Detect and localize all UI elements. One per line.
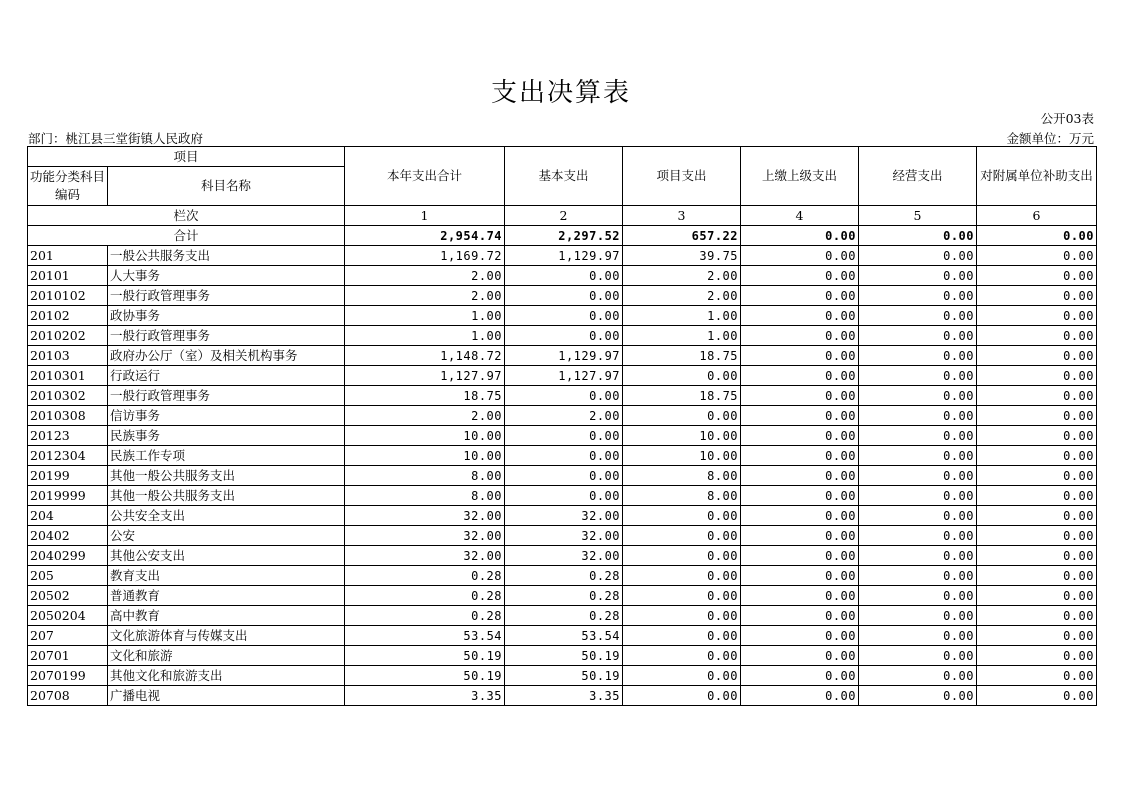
amount-cell: 0.00 xyxy=(859,366,977,386)
function-code-cell: 2012304 xyxy=(28,446,108,466)
column-number: 4 xyxy=(741,206,859,226)
amount-cell: 0.00 xyxy=(977,326,1097,346)
table-row xyxy=(28,466,1097,486)
amount-cell: 39.75 xyxy=(623,246,741,266)
amount-cell: 0.00 xyxy=(859,426,977,446)
amount-cell: 0.00 xyxy=(741,546,859,566)
total-value: 2,954.74 xyxy=(345,226,505,246)
amount-cell: 8.00 xyxy=(345,486,505,506)
amount-cell: 0.00 xyxy=(859,626,977,646)
amount-cell: 0.00 xyxy=(859,266,977,286)
function-code-cell: 2010202 xyxy=(28,326,108,346)
amount-cell: 0.00 xyxy=(859,326,977,346)
amount-cell: 2.00 xyxy=(623,286,741,306)
amount-cell: 50.19 xyxy=(345,666,505,686)
amount-cell: 10.00 xyxy=(345,426,505,446)
subject-name-cell: 民族工作专项 xyxy=(108,446,345,466)
table-row xyxy=(28,566,1097,586)
total-value: 0.00 xyxy=(977,226,1097,246)
amount-cell: 0.00 xyxy=(859,506,977,526)
amount-cell: 0.00 xyxy=(977,306,1097,326)
amount-cell: 2.00 xyxy=(623,266,741,286)
amount-cell: 0.00 xyxy=(977,386,1097,406)
function-code-cell: 20701 xyxy=(28,646,108,666)
amount-cell: 0.00 xyxy=(741,386,859,406)
amount-cell: 0.00 xyxy=(977,406,1097,426)
function-code-cell: 204 xyxy=(28,506,108,526)
amount-cell: 0.00 xyxy=(505,286,623,306)
amount-cell: 0.00 xyxy=(741,686,859,706)
amount-cell: 1,127.97 xyxy=(345,366,505,386)
amount-cell: 53.54 xyxy=(345,626,505,646)
table-row xyxy=(28,526,1097,546)
amount-cell: 0.00 xyxy=(623,686,741,706)
amount-cell: 0.00 xyxy=(741,466,859,486)
subject-name-cell: 一般行政管理事务 xyxy=(108,286,345,306)
function-code-cell: 2010102 xyxy=(28,286,108,306)
subject-name-cell: 信访事务 xyxy=(108,406,345,426)
amount-cell: 0.00 xyxy=(859,586,977,606)
subject-name-cell: 政协事务 xyxy=(108,306,345,326)
header-basic-expenditure: 基本支出 xyxy=(505,147,623,206)
subject-name-cell: 一般公共服务支出 xyxy=(108,246,345,266)
amount-cell: 0.00 xyxy=(977,686,1097,706)
table-row xyxy=(28,646,1097,666)
amount-cell: 0.00 xyxy=(741,486,859,506)
column-number: 1 xyxy=(345,206,505,226)
amount-cell: 0.00 xyxy=(505,486,623,506)
total-value: 0.00 xyxy=(859,226,977,246)
amount-cell: 0.00 xyxy=(741,266,859,286)
amount-cell: 0.00 xyxy=(859,446,977,466)
amount-cell: 0.00 xyxy=(977,626,1097,646)
table-row xyxy=(28,246,1097,266)
subject-name-cell: 普通教育 xyxy=(108,586,345,606)
amount-cell: 0.00 xyxy=(741,326,859,346)
amount-cell: 18.75 xyxy=(623,386,741,406)
amount-cell: 0.28 xyxy=(505,586,623,606)
function-code-cell: 20199 xyxy=(28,466,108,486)
amount-cell: 0.00 xyxy=(741,286,859,306)
amount-cell: 8.00 xyxy=(345,466,505,486)
amount-cell: 53.54 xyxy=(505,626,623,646)
amount-cell: 0.00 xyxy=(505,446,623,466)
subject-name-cell: 其他文化和旅游支出 xyxy=(108,666,345,686)
header-operating-expenditure: 经营支出 xyxy=(859,147,977,206)
amount-cell: 0.00 xyxy=(741,526,859,546)
amount-cell: 0.00 xyxy=(977,346,1097,366)
amount-cell: 18.75 xyxy=(345,386,505,406)
amount-cell: 0.00 xyxy=(859,546,977,566)
subject-name-cell: 政府办公厅（室）及相关机构事务 xyxy=(108,346,345,366)
subject-name-cell: 一般行政管理事务 xyxy=(108,386,345,406)
function-code-cell: 207 xyxy=(28,626,108,646)
total-value: 0.00 xyxy=(741,226,859,246)
function-code-cell: 20103 xyxy=(28,346,108,366)
function-code-cell: 20708 xyxy=(28,686,108,706)
amount-cell: 0.00 xyxy=(859,666,977,686)
amount-cell: 32.00 xyxy=(345,506,505,526)
amount-cell: 0.00 xyxy=(977,466,1097,486)
amount-cell: 10.00 xyxy=(623,426,741,446)
amount-cell: 3.35 xyxy=(505,686,623,706)
amount-cell: 32.00 xyxy=(345,546,505,566)
amount-cell: 0.00 xyxy=(859,526,977,546)
table-row xyxy=(28,546,1097,566)
amount-cell: 0.00 xyxy=(505,306,623,326)
amount-cell: 0.28 xyxy=(345,566,505,586)
amount-cell: 0.00 xyxy=(977,266,1097,286)
table-row xyxy=(28,326,1097,346)
amount-cell: 0.00 xyxy=(741,366,859,386)
amount-cell: 32.00 xyxy=(505,526,623,546)
amount-cell: 2.00 xyxy=(345,266,505,286)
table-row xyxy=(28,346,1097,366)
function-code-cell: 2040299 xyxy=(28,546,108,566)
form-number: 公开03表 xyxy=(1040,111,1094,126)
amount-cell: 2.00 xyxy=(345,286,505,306)
amount-cell: 0.00 xyxy=(505,466,623,486)
subject-name-cell: 公安 xyxy=(108,526,345,546)
function-code-cell: 20123 xyxy=(28,426,108,446)
amount-cell: 0.00 xyxy=(623,506,741,526)
amount-cell: 0.00 xyxy=(977,446,1097,466)
amount-cell: 10.00 xyxy=(345,446,505,466)
amount-cell: 0.00 xyxy=(977,646,1097,666)
amount-cell: 0.00 xyxy=(859,386,977,406)
header-subsidy-to-affiliates: 对附属单位补助支出 xyxy=(977,147,1097,206)
amount-cell: 0.00 xyxy=(977,286,1097,306)
amount-cell: 0.00 xyxy=(741,426,859,446)
department-label: 部门：桃江县三堂街镇人民政府 xyxy=(28,131,204,146)
total-value: 2,297.52 xyxy=(505,226,623,246)
function-code-cell: 2010302 xyxy=(28,386,108,406)
table-row xyxy=(28,606,1097,626)
amount-cell: 0.00 xyxy=(623,546,741,566)
table-row xyxy=(28,386,1097,406)
amount-cell: 0.00 xyxy=(741,666,859,686)
amount-cell: 0.00 xyxy=(977,586,1097,606)
total-value: 657.22 xyxy=(623,226,741,246)
subject-name-cell: 文化旅游体育与传媒支出 xyxy=(108,626,345,646)
amount-cell: 10.00 xyxy=(623,446,741,466)
function-code-cell: 20101 xyxy=(28,266,108,286)
amount-cell: 0.00 xyxy=(859,286,977,306)
amount-cell: 1,129.97 xyxy=(505,246,623,266)
amount-cell: 8.00 xyxy=(623,486,741,506)
table-row xyxy=(28,306,1097,326)
amount-cell: 50.19 xyxy=(505,666,623,686)
function-code-cell: 2070199 xyxy=(28,666,108,686)
function-code-cell: 20102 xyxy=(28,306,108,326)
amount-cell: 0.00 xyxy=(977,506,1097,526)
amount-cell: 3.35 xyxy=(345,686,505,706)
amount-cell: 0.00 xyxy=(623,366,741,386)
amount-cell: 0.00 xyxy=(623,666,741,686)
table-row xyxy=(28,666,1097,686)
amount-cell: 1.00 xyxy=(623,306,741,326)
amount-cell: 0.00 xyxy=(623,406,741,426)
amount-cell: 1.00 xyxy=(345,326,505,346)
amount-cell: 0.00 xyxy=(623,566,741,586)
subject-name-cell: 其他一般公共服务支出 xyxy=(108,466,345,486)
table-row xyxy=(28,286,1097,306)
amount-cell: 32.00 xyxy=(505,506,623,526)
amount-cell: 0.00 xyxy=(859,606,977,626)
amount-cell: 50.19 xyxy=(505,646,623,666)
amount-cell: 0.00 xyxy=(741,606,859,626)
amount-cell: 1,148.72 xyxy=(345,346,505,366)
amount-cell: 0.00 xyxy=(741,306,859,326)
table-row xyxy=(28,426,1097,446)
amount-cell: 0.00 xyxy=(977,566,1097,586)
table-row xyxy=(28,506,1097,526)
table-row xyxy=(28,486,1097,506)
total-label: 合计 xyxy=(28,226,345,246)
amount-cell: 0.00 xyxy=(859,306,977,326)
amount-cell: 32.00 xyxy=(345,526,505,546)
table-row xyxy=(28,586,1097,606)
total-row xyxy=(28,226,1097,246)
function-code-cell: 20402 xyxy=(28,526,108,546)
amount-cell: 50.19 xyxy=(345,646,505,666)
table-row xyxy=(28,446,1097,466)
amount-cell: 0.00 xyxy=(505,386,623,406)
function-code-cell: 2050204 xyxy=(28,606,108,626)
amount-unit-label: 金额单位：万元 xyxy=(1006,131,1094,146)
subject-name-cell: 高中教育 xyxy=(108,606,345,626)
column-number: 3 xyxy=(623,206,741,226)
amount-cell: 0.00 xyxy=(505,266,623,286)
subject-name-cell: 广播电视 xyxy=(108,686,345,706)
subject-name-cell: 公共安全支出 xyxy=(108,506,345,526)
amount-cell: 0.00 xyxy=(859,246,977,266)
amount-cell: 0.00 xyxy=(741,626,859,646)
amount-cell: 0.00 xyxy=(741,406,859,426)
amount-cell: 0.00 xyxy=(741,646,859,666)
amount-cell: 0.00 xyxy=(741,586,859,606)
amount-cell: 0.00 xyxy=(977,486,1097,506)
header-item: 项目 xyxy=(28,147,345,167)
amount-cell: 0.00 xyxy=(859,486,977,506)
amount-cell: 0.00 xyxy=(623,646,741,666)
page-title: 支出决算表 xyxy=(490,78,631,108)
amount-cell: 1.00 xyxy=(623,326,741,346)
header-function-code: 功能分类科目编码 xyxy=(28,167,108,206)
amount-cell: 0.28 xyxy=(505,566,623,586)
amount-cell: 0.00 xyxy=(977,546,1097,566)
column-number: 5 xyxy=(859,206,977,226)
amount-cell: 0.00 xyxy=(977,526,1097,546)
amount-cell: 1.00 xyxy=(345,306,505,326)
amount-cell: 0.00 xyxy=(623,606,741,626)
amount-cell: 0.00 xyxy=(505,326,623,346)
subject-name-cell: 其他公安支出 xyxy=(108,546,345,566)
amount-cell: 0.28 xyxy=(345,606,505,626)
amount-cell: 1,127.97 xyxy=(505,366,623,386)
amount-cell: 18.75 xyxy=(623,346,741,366)
column-number: 6 xyxy=(977,206,1097,226)
amount-cell: 0.00 xyxy=(859,406,977,426)
function-code-cell: 2010308 xyxy=(28,406,108,426)
header-total-expenditure: 本年支出合计 xyxy=(345,147,505,206)
amount-cell: 0.00 xyxy=(977,606,1097,626)
amount-cell: 0.00 xyxy=(623,526,741,546)
header-project-expenditure: 项目支出 xyxy=(623,147,741,206)
function-code-cell: 20502 xyxy=(28,586,108,606)
amount-cell: 0.00 xyxy=(859,646,977,666)
amount-cell: 0.00 xyxy=(623,626,741,646)
subject-name-cell: 民族事务 xyxy=(108,426,345,446)
amount-cell: 0.00 xyxy=(741,446,859,466)
expenditure-table xyxy=(27,146,1097,706)
header-remit-to-superior: 上缴上级支出 xyxy=(741,147,859,206)
amount-cell: 0.00 xyxy=(741,566,859,586)
amount-cell: 0.28 xyxy=(345,586,505,606)
amount-cell: 0.00 xyxy=(623,586,741,606)
function-code-cell: 2010301 xyxy=(28,366,108,386)
amount-cell: 0.00 xyxy=(741,506,859,526)
function-code-cell: 2019999 xyxy=(28,486,108,506)
subject-name-cell: 文化和旅游 xyxy=(108,646,345,666)
subject-name-cell: 一般行政管理事务 xyxy=(108,326,345,346)
amount-cell: 0.00 xyxy=(859,686,977,706)
amount-cell: 0.00 xyxy=(859,466,977,486)
amount-cell: 0.00 xyxy=(977,666,1097,686)
header-column-order: 栏次 xyxy=(28,206,345,226)
amount-cell: 0.00 xyxy=(859,346,977,366)
function-code-cell: 205 xyxy=(28,566,108,586)
table-row xyxy=(28,406,1097,426)
subject-name-cell: 行政运行 xyxy=(108,366,345,386)
amount-cell: 0.00 xyxy=(741,246,859,266)
amount-cell: 0.00 xyxy=(859,566,977,586)
amount-cell: 0.00 xyxy=(977,426,1097,446)
table-row xyxy=(28,366,1097,386)
amount-cell: 1,129.97 xyxy=(505,346,623,366)
column-number: 2 xyxy=(505,206,623,226)
function-code-cell: 201 xyxy=(28,246,108,266)
table-row xyxy=(28,626,1097,646)
amount-cell: 1,169.72 xyxy=(345,246,505,266)
amount-cell: 0.00 xyxy=(741,346,859,366)
subject-name-cell: 其他一般公共服务支出 xyxy=(108,486,345,506)
amount-cell: 0.00 xyxy=(977,366,1097,386)
amount-cell: 2.00 xyxy=(345,406,505,426)
amount-cell: 0.00 xyxy=(505,426,623,446)
amount-cell: 2.00 xyxy=(505,406,623,426)
amount-cell: 0.28 xyxy=(505,606,623,626)
header-subject-name: 科目名称 xyxy=(108,167,345,206)
table-row xyxy=(28,266,1097,286)
subject-name-cell: 教育支出 xyxy=(108,566,345,586)
amount-cell: 32.00 xyxy=(505,546,623,566)
amount-cell: 8.00 xyxy=(623,466,741,486)
table-row xyxy=(28,686,1097,706)
amount-cell: 0.00 xyxy=(977,246,1097,266)
subject-name-cell: 人大事务 xyxy=(108,266,345,286)
